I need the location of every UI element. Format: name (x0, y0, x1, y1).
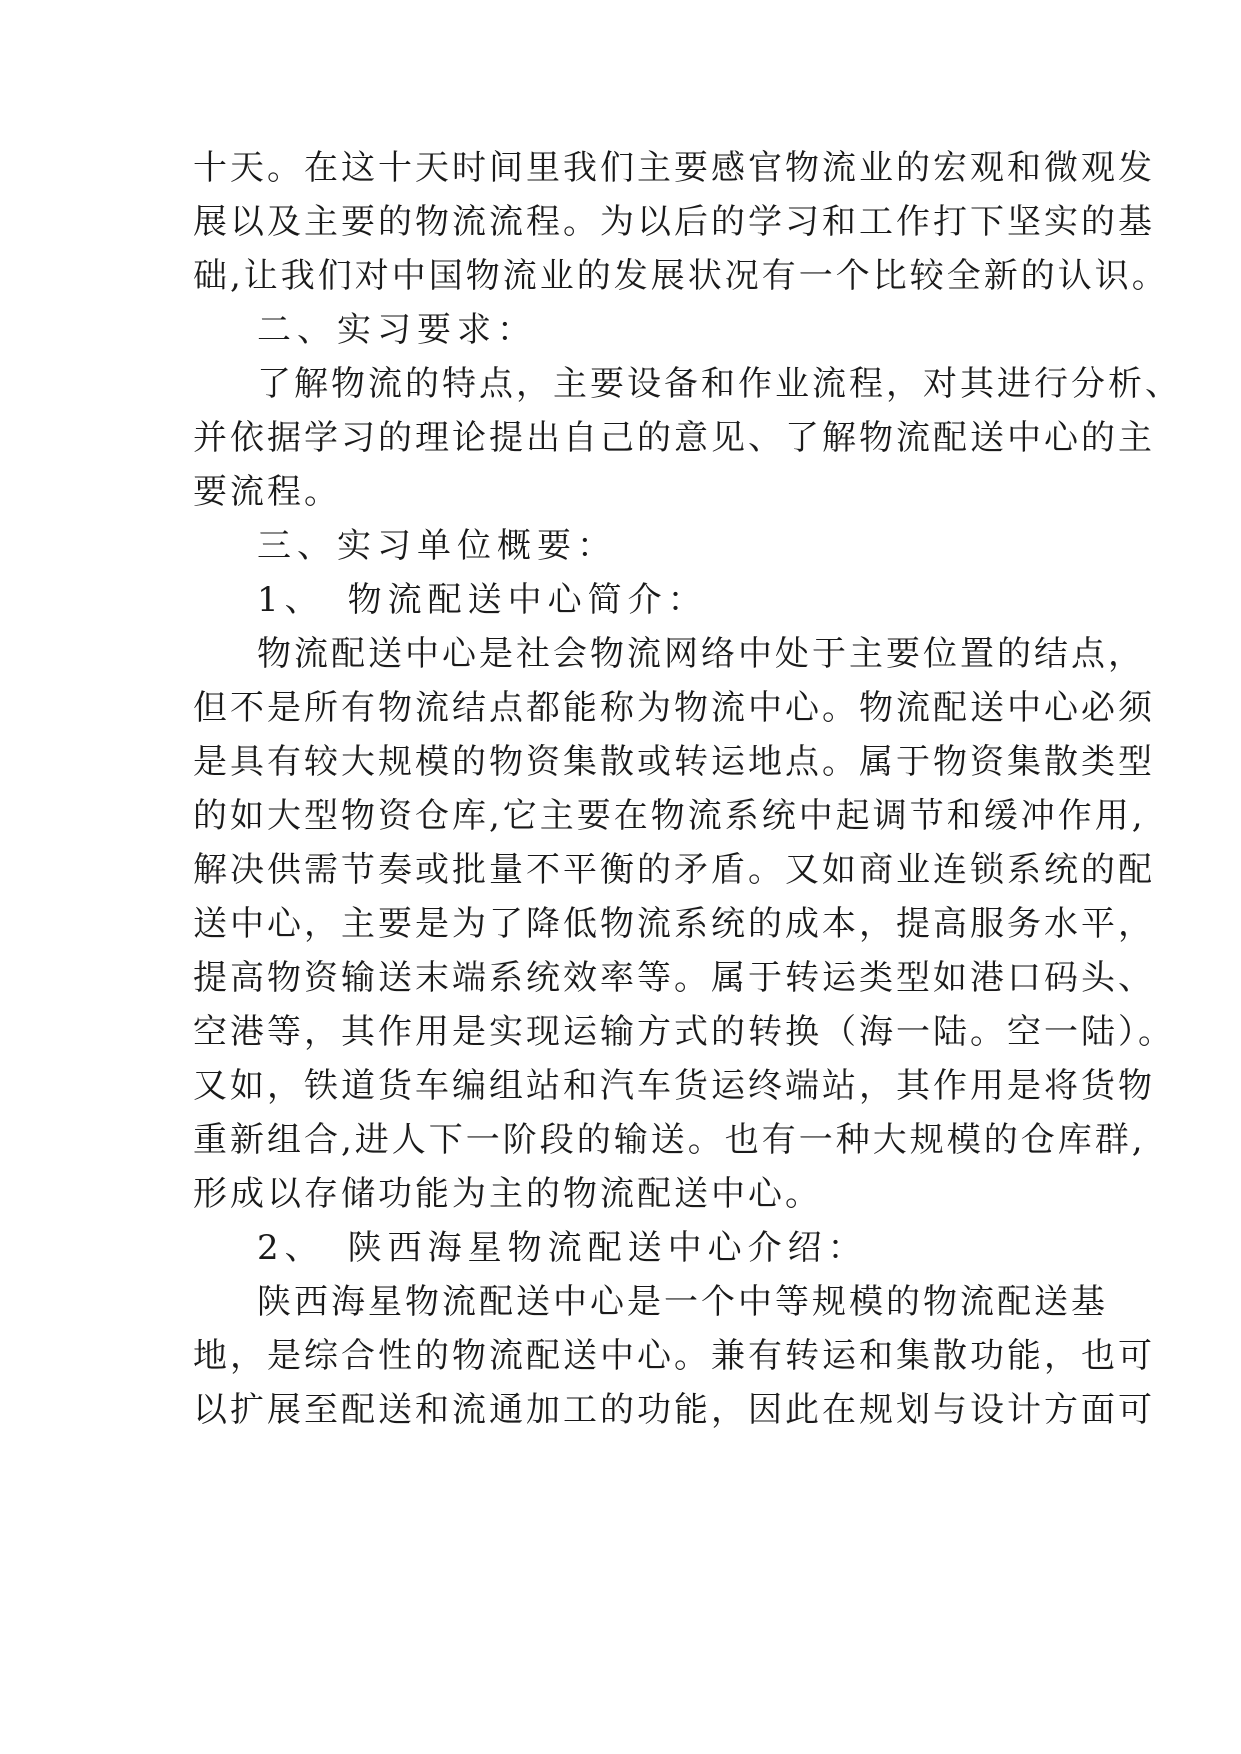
paragraph-line: 以扩展至配送和流通加工的功能，因此在规划与设计方面可 (193, 1390, 1155, 1430)
section-heading: 三、实习单位概要： (257, 526, 617, 566)
paragraph-line: 提高物资输送末端系统效率等。属于转运类型如港口码头、 (193, 958, 1155, 998)
paragraph-line: 了解物流的特点，主要设备和作业流程，对其进行分析、 (257, 364, 1182, 404)
paragraph-line: 地，是综合性的物流配送中心。兼有转运和集散功能，也可 (193, 1336, 1155, 1376)
paragraph-line: 要流程。 (193, 472, 341, 512)
paragraph-line: 形成以存储功能为主的物流配送中心。 (193, 1174, 822, 1214)
paragraph-line: 空港等，其作用是实现运输方式的转换（海一陆。空一陆）。 (193, 1012, 1175, 1052)
paragraph-line: 解决供需节奏或批量不平衡的矛盾。又如商业连锁系统的配 (193, 850, 1155, 890)
paragraph-line: 但不是所有物流结点都能称为物流中心。物流配送中心必须 (193, 688, 1155, 728)
paragraph-line: 展以及主要的物流流程。为以后的学习和工作打下坚实的基 (193, 202, 1155, 242)
paragraph-line: 础,让我们对中国物流业的发展状况有一个比较全新的认识。 (193, 256, 1169, 296)
paragraph-line: 并依据学习的理论提出自己的意见、了解物流配送中心的主 (193, 418, 1155, 458)
paragraph-line: 十天。在这十天时间里我们主要感官物流业的宏观和微观发 (193, 148, 1155, 188)
section-heading: 二、实习要求： (257, 310, 537, 350)
paragraph-line: 的如大型物资仓库,它主要在物流系统中起调节和缓冲作用, (193, 796, 1146, 836)
paragraph-line: 是具有较大规模的物资集散或转运地点。属于物资集散类型 (193, 742, 1155, 782)
paragraph-line: 物流配送中心是社会物流网络中处于主要位置的结点， (257, 634, 1145, 674)
paragraph-line: 重新组合,进人下一阶段的输送。也有一种大规模的仓库群, (193, 1120, 1146, 1160)
subsection-heading: 1、 物流配送中心简介： (257, 580, 708, 620)
paragraph-line: 陕西海星物流配送中心是一个中等规模的物流配送基 (257, 1282, 1108, 1322)
subsection-heading: 2、 陕西海星物流配送中心介绍： (257, 1228, 868, 1268)
paragraph-line: 又如，铁道货车编组站和汽车货运终端站，其作用是将货物 (193, 1066, 1155, 1106)
paragraph-line: 送中心，主要是为了降低物流系统的成本，提高服务水平， (193, 904, 1155, 944)
